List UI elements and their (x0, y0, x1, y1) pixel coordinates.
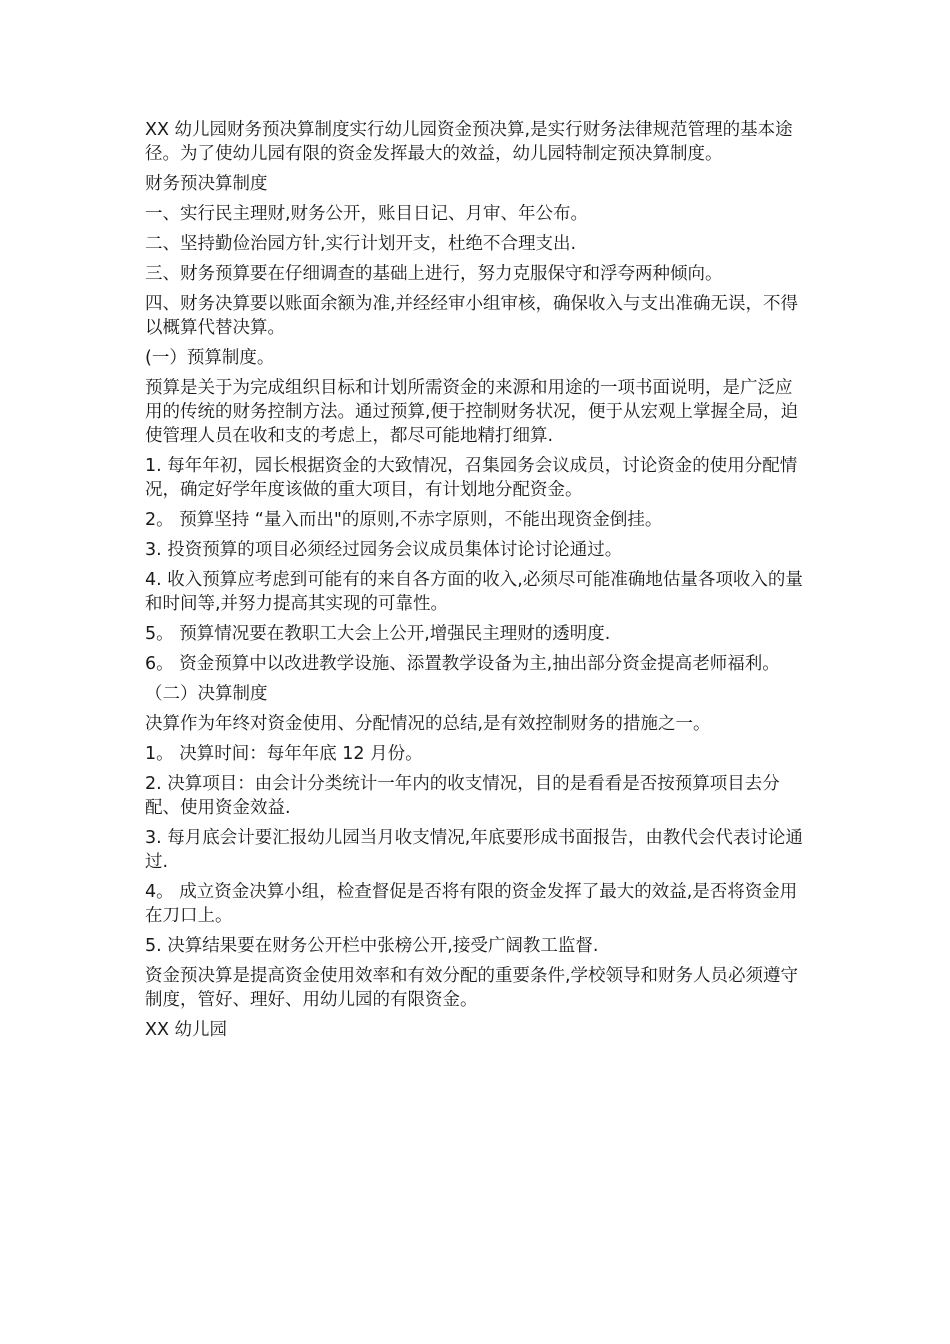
settlement-item-1: 1。 决算时间：每年年底 12 月份。 (145, 744, 423, 764)
budget-item-3: 3. 投资预算的项目必须经过园务会议成员集体讨论讨论通过。 (145, 540, 623, 560)
budget-item-6: 6。 资金预算中以改进教学设施、添置教学设备为主,抽出部分资金提高老师福利。 (145, 654, 780, 674)
intro-paragraph: XX 幼儿园财务预决算制度实行幼儿园资金预决算,是实行财务法律规范管理的基本途径。为了使幼儿园有限的资金发挥最大的效益，幼儿园特制定预决算制度。 (145, 120, 793, 164)
budget-item-2: 2。 预算坚持 “量入而出"的原则,不赤字原则，不能出现资金倒挂。 (145, 510, 663, 530)
budget-item-5: 5。 预算情况要在教职工大会上公开,增强民主理财的透明度. (145, 624, 611, 644)
document-heading: 财务预决算制度 (145, 174, 268, 194)
budget-item-1: 1. 每年年初，园长根据资金的大致情况，召集园务会议成员，讨论资金的使用分配情况，确定好学年度该做的重大项目，有计划地分配资金。 (145, 456, 798, 500)
rule-1: 一、实行民主理财,财务公开，账目日记、月审、年公布。 (145, 204, 589, 224)
settlement-item-3: 3. 每月底会计要汇报幼儿园当月收支情况,年底要形成书面报告，由教代会代表讨论通过. (145, 828, 803, 872)
settlement-section-title: （二）决算制度 (145, 684, 268, 704)
conclusion-paragraph: 资金预决算是提高资金使用效率和有效分配的重要条件,学校领导和财务人员必须遵守制度，管好、理好、用幼儿园的有限资金。 (145, 966, 799, 1010)
settlement-item-2: 2. 决算项目：由会计分类统计一年内的收支情况，目的是看看是否按预算项目去分配、使用资金效益. (145, 774, 780, 818)
budget-description: 预算是关于为完成组织目标和计划所需资金的来源和用途的一项书面说明，是广泛应用的传统的财务控制方法。通过预算,便于控制财务状况，便于从宏观上掌握全局，迫使管理人员在收和支的考虑上，都尽可能地精打细算. (145, 378, 799, 446)
settlement-item-5: 5. 决算结果要在财务公开栏中张榜公开,接受广阔教工监督. (145, 936, 599, 956)
settlement-description: 决算作为年终对资金使用、分配情况的总结,是有效控制财务的措施之一。 (145, 714, 711, 734)
document-body (145, 118, 805, 1048)
settlement-item-4: 4。 成立资金决算小组，检查督促是否将有限的资金发挥了最大的效益,是否将资金用在刀口上。 (145, 882, 798, 926)
budget-item-4: 4. 收入预算应考虑到可能有的来自各方面的收入,必须尽可能准确地估量各项收入的量和时间等,并努力提高其实现的可靠性。 (145, 570, 803, 614)
rule-3: 三、财务预算要在仔细调查的基础上进行，努力克服保守和浮夸两种倾向。 (145, 264, 723, 284)
rule-2: 二、坚持勤俭治园方针,实行计划开支，杜绝不合理支出. (145, 234, 577, 254)
budget-section-title: (一）预算制度。 (145, 348, 275, 368)
signature: XX 幼儿园 (145, 1020, 228, 1040)
rule-4: 四、财务决算要以账面余额为准,并经经审小组审核，确保收入与支出准确无误，不得以概算代替决算。 (145, 294, 799, 338)
